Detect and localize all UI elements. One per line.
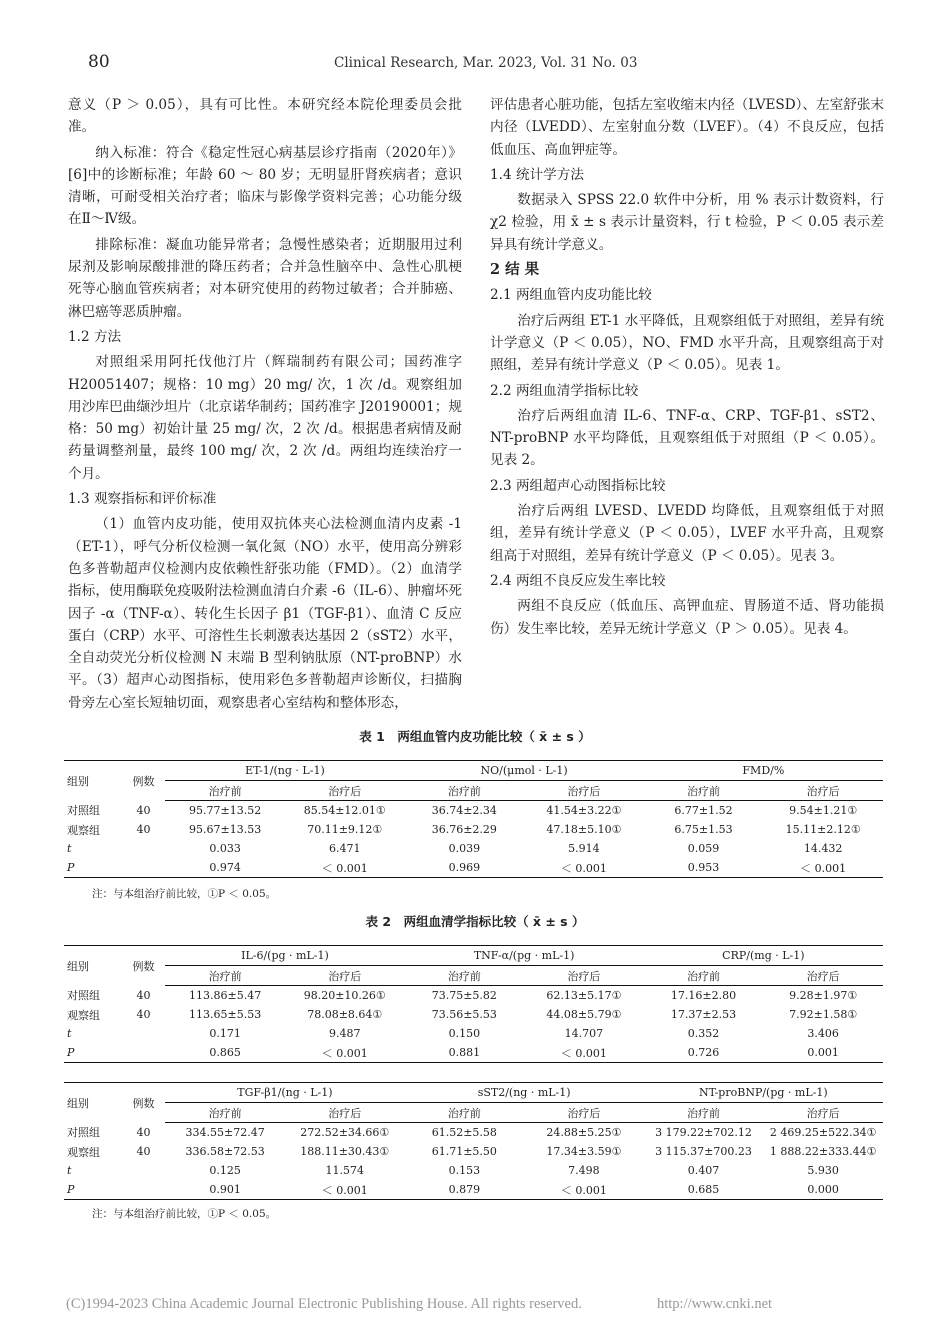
table-1 — [64, 760, 883, 878]
header-et1: ET-1/(ng · L-1) — [165, 761, 404, 781]
subheader-pre: 治疗前 — [165, 1103, 285, 1123]
table-cell: 0.953 — [644, 858, 764, 878]
subheader-pre: 治疗前 — [405, 966, 525, 986]
table-2-title: 表 2 两组血清学指标比较（ x̄ ± s ） — [365, 914, 585, 929]
col-n: 例数 — [122, 1083, 166, 1123]
table-cell: 15.11±2.12① — [785, 823, 861, 836]
table-cell: ＜ 0.001 — [524, 858, 644, 878]
section-heading: 2.4 两组不良反应发生率比较 — [490, 572, 666, 589]
row-label: 对照组 — [67, 1126, 100, 1140]
table-cell: 95.77±13.52 — [189, 804, 262, 817]
section-heading: 2.1 两组血管内皮功能比较 — [490, 287, 652, 304]
table-cell: ＜ 0.001 — [285, 858, 405, 878]
table-2b — [64, 1082, 883, 1200]
table-cell: 7.498 — [568, 1164, 600, 1177]
row-n — [122, 858, 166, 878]
subheader-post: 治疗后 — [763, 781, 883, 801]
table-cell: 95.67±13.53 — [189, 823, 262, 836]
row-n — [122, 1043, 166, 1063]
running-head: Clinical Research, Mar. 2023, Vol. 31 No. 03 — [334, 55, 638, 71]
row-label: 观察组 — [67, 1008, 100, 1022]
header-ntprobnp: NT-proBNP/(pg · mL-1) — [644, 1083, 883, 1103]
subheader-pre: 治疗前 — [405, 781, 525, 801]
row-n: 40 — [136, 823, 151, 836]
header-crp: CRP/(mg · L-1) — [644, 946, 883, 966]
paragraph: 治疗后两组 LVESD、LVEDD 均降低，且观察组低于对照组，差异有统计学意义（P ＜ 0.05），LVEF 水平升高，且观察组高于对照组，差异有统计学意义（P ＜ 0.05）。见表 3。 — [490, 503, 884, 564]
table-cell: 62.13±5.17① — [546, 989, 622, 1002]
subheader-pre: 治疗前 — [644, 781, 764, 801]
footer-url[interactable]: http://www.cnki.net — [657, 1296, 773, 1312]
table-cell: 0.881 — [405, 1043, 525, 1063]
table-cell: 78.08±8.64① — [307, 1008, 383, 1021]
right-column — [490, 94, 884, 640]
table-cell: 47.18±5.10① — [546, 823, 622, 836]
table-cell: 61.71±5.50 — [431, 1145, 497, 1158]
table-cell: 0.000 — [763, 1180, 883, 1200]
table-row — [64, 1142, 883, 1161]
table-cell: 5.914 — [568, 842, 600, 855]
subheader-post: 治疗后 — [524, 1103, 644, 1123]
table-cell: ＜ 0.001 — [524, 1043, 644, 1063]
row-n: 40 — [136, 803, 151, 817]
table-row — [64, 1005, 883, 1024]
table-cell: 0.685 — [644, 1180, 764, 1200]
table-cell: 73.56±5.53 — [431, 1008, 497, 1021]
table-cell: 14.432 — [803, 842, 843, 855]
row-label: 观察组 — [67, 823, 100, 837]
table-cell: 44.08±5.79① — [546, 1008, 622, 1021]
table-cell: 5.930 — [807, 1164, 839, 1177]
copyright-notice: (C)1994-2023 China Academic Journal Electronic Publishing House. All rights reserved. — [66, 1296, 582, 1312]
table-row — [64, 839, 883, 858]
table-cell: 0.171 — [209, 1027, 241, 1040]
table-cell: 70.11±9.12① — [307, 823, 383, 836]
table-cell: 17.37±2.53 — [670, 1008, 737, 1021]
subheader-pre: 治疗前 — [644, 1103, 764, 1123]
header-sst2: sST2/(ng · mL-1) — [405, 1083, 644, 1103]
table-cell: 1 888.22±333.44① — [769, 1145, 877, 1158]
table-cell: 9.28±1.97① — [789, 989, 858, 1002]
row-n: 40 — [136, 988, 151, 1002]
paragraph: 纳入标准：符合《稳定性冠心病基层诊疗指南（2020年）》[6]中的诊断标准；年龄 60 ～ 80 岁；无明显肝肾疾病者；意识清晰，可耐受相关治疗者；临床与影像学资料完善；心功能分级在Ⅱ～Ⅳ级。 — [68, 144, 462, 228]
table-2a — [64, 945, 883, 1063]
table-cell: 188.11±30.43① — [300, 1145, 390, 1158]
row-label: P — [64, 1180, 122, 1200]
page-number: 80 — [88, 52, 110, 72]
table-cell: ＜ 0.001 — [763, 858, 883, 878]
row-label: t — [67, 1164, 72, 1177]
subheader-pre: 治疗前 — [165, 966, 285, 986]
table-cell: 0.865 — [165, 1043, 285, 1063]
row-n: 40 — [136, 1008, 151, 1021]
table-cell: 9.54±1.21① — [789, 804, 858, 817]
table-cell: 0.407 — [687, 1164, 720, 1177]
header-no: NO/(μmol · L-1) — [405, 761, 644, 781]
table-2-note: 注：与本组治疗前比较，①P ＜ 0.05。 — [92, 1208, 277, 1220]
table-cell: 17.34±3.59① — [546, 1145, 622, 1158]
subheader-pre: 治疗前 — [644, 966, 764, 986]
row-n: 40 — [136, 1125, 151, 1139]
table-row — [64, 1161, 883, 1180]
table-cell: ＜ 0.001 — [285, 1180, 405, 1200]
subheader-post: 治疗后 — [285, 1103, 405, 1123]
table-cell: 0.726 — [644, 1043, 764, 1063]
col-n: 例数 — [122, 946, 166, 986]
table-cell: 36.76±2.29 — [431, 823, 497, 836]
paragraph: 治疗后两组 ET-1 水平降低，且观察组低于对照组，差异有统计学意义（P ＜ 0.05），NO、FMD 水平升高，且观察组高于对照组，差异有统计学意义（P ＜ 0.05）。见表 1。 — [490, 312, 884, 374]
subheader-post: 治疗后 — [763, 966, 883, 986]
table-cell: 41.54±3.22① — [546, 804, 622, 817]
subheader-post: 治疗后 — [524, 781, 644, 801]
table-row — [64, 1043, 883, 1063]
paragraph: 排除标准：凝血功能异常者；急慢性感染者；近期服用过利尿剂及影响尿酸排泄的降压药者；合并急性脑卒中、急性心肌梗死等心脑血管疾病者；对本研究使用的药物过敏者；合并肺癌、淋巴癌等恶质肿瘤。 — [68, 236, 462, 320]
table-cell: 24.88±5.25① — [546, 1126, 622, 1139]
col-group: 组别 — [64, 946, 122, 986]
table-row — [64, 1024, 883, 1043]
table-cell: 334.55±72.47 — [185, 1126, 265, 1139]
paragraph: 治疗后两组血清 IL-6、TNF-α、CRP、TGF-β1、sST2、NT-proBNP 水平均降低，且观察组低于对照组（P ＜ 0.05）。见表 2。 — [490, 407, 884, 469]
table-cell: 272.52±34.66① — [300, 1126, 390, 1139]
paragraph: 意义（P ＞ 0.05），具有可比性。本研究经本院伦理委员会批准。 — [68, 97, 462, 136]
subheader-post: 治疗后 — [763, 1103, 883, 1123]
table-cell: 7.92±1.58① — [789, 1008, 858, 1021]
table-cell: 336.58±72.53 — [185, 1145, 265, 1158]
table-cell: 0.153 — [448, 1164, 481, 1177]
col-group: 组别 — [64, 1083, 122, 1123]
table-cell: 2 469.25±522.34① — [769, 1126, 877, 1139]
table-cell: 98.20±10.26① — [303, 989, 386, 1002]
paragraph: 对照组采用阿托伐他汀片（辉瑞制药有限公司；国药准字 H20051407；规格：10 mg）20 mg/ 次，1 次 /d。观察组加用沙库巴曲缬沙坦片（北京诺华制药；国药准字 J20190001；规格：50 mg）初始计量 25 mg/ 次，2 次 /d。根据患者病情及耐药量调整剂量，最终 100 mg/ 次，2 次 /d。两组均连续治疗一个月。 — [68, 354, 462, 482]
table-cell: 17.16±2.80 — [670, 989, 737, 1002]
header-tnf: TNF-α/(pg · mL-1) — [405, 946, 644, 966]
table-cell: 0.879 — [405, 1180, 525, 1200]
table-cell: 0.901 — [165, 1180, 285, 1200]
table-cell: 0.059 — [687, 842, 720, 855]
table-cell: 0.974 — [165, 858, 285, 878]
table-cell: 3.406 — [807, 1027, 839, 1040]
paragraph: 评估患者心脏功能，包括左室收缩末内径（LVESD）、左室舒张末内径（LVEDD）、左室射血分数（LVEF）。（4）不良反应，包括低血压、高血钾症等。 — [490, 97, 885, 158]
table-row — [64, 858, 883, 878]
table-cell: 36.74±2.34 — [431, 804, 497, 817]
row-n — [122, 1180, 166, 1200]
table-row — [64, 820, 883, 839]
table-row — [64, 986, 883, 1006]
subheader-post: 治疗后 — [524, 966, 644, 986]
paragraph: 数据录入 SPSS 22.0 软件中分析，用 % 表示计数资料，行 χ2 检验，用 x̄ ± s 表示计量资料，行 t 检验，P ＜ 0.05 表示差异具有统计学意义。 — [490, 192, 884, 253]
col-n: 例数 — [122, 761, 166, 801]
section-heading: 1.2 方法 — [68, 328, 122, 345]
section-heading: 1.3 观察指标和评价标准 — [68, 491, 217, 508]
paragraph: 两组不良反应（低血压、高钾血症、胃肠道不适、肾功能损伤）发生率比较，差异无统计学意义（P ＞ 0.05）。见表 4。 — [490, 598, 884, 637]
row-label: 对照组 — [67, 989, 100, 1003]
row-n — [122, 1161, 166, 1180]
table-1-title: 表 1 两组血管内皮功能比较（ x̄ ± s ） — [359, 729, 591, 744]
table-cell: 113.86±5.47 — [189, 989, 262, 1002]
subheader-pre: 治疗前 — [405, 1103, 525, 1123]
table-cell: 0.039 — [448, 842, 481, 855]
header-fmd: FMD/% — [644, 761, 883, 781]
table-cell: 9.487 — [328, 1027, 361, 1040]
row-label: P — [64, 1043, 122, 1063]
row-n — [122, 839, 166, 858]
section-heading: 1.4 统计学方法 — [490, 166, 584, 183]
row-n — [122, 1024, 166, 1043]
table-cell: 6.77±1.52 — [674, 804, 733, 817]
paragraph: （1）血管内皮功能，使用双抗体夹心法检测血清内皮素 -1（ET-1），呼气分析仪检测一氧化氮（NO）水平，使用高分辨彩色多普勒超声仪检测内皮依赖性舒张功能（FMD）。（2）血清学指标，使用酶联免疫吸附法检测血清白介素 -6（IL-6）、肿瘤坏死因子 -α（TNF-α）、转化生长因子 β1（TGF-β1）、血清 C 反应蛋白（CRP）水平、可溶性生长刺激表达基因 2（sST2）水平，全自动荧光分析仪检测 N 末端 B 型利钠肽原（NT-proBNP）水平。（3）超声心动图指标，使用彩色多普勒超声诊断仪，扫描胸骨旁左心室长短轴切面，观察患者心室结构和整体形态， — [68, 516, 462, 711]
table-cell: 61.52±5.58 — [431, 1126, 497, 1139]
table-cell: ＜ 0.001 — [524, 1180, 644, 1200]
row-n: 40 — [136, 1145, 151, 1158]
subheader-pre: 治疗前 — [165, 781, 285, 801]
row-label: t — [67, 842, 72, 855]
table-cell: 14.707 — [564, 1027, 604, 1040]
table-row — [64, 801, 883, 821]
table-cell: 0.352 — [687, 1027, 720, 1040]
left-column — [68, 94, 462, 714]
table-cell: 6.75±1.53 — [674, 823, 733, 836]
table-cell: 11.574 — [325, 1164, 364, 1177]
subheader-post: 治疗后 — [285, 966, 405, 986]
table-cell: 6.471 — [328, 842, 361, 855]
table-cell: ＜ 0.001 — [285, 1043, 405, 1063]
subheader-post: 治疗后 — [285, 781, 405, 801]
table-1-note: 注：与本组治疗前比较，①P ＜ 0.05。 — [92, 888, 277, 900]
header-tgf: TGF-β1/(ng · L-1) — [165, 1083, 404, 1103]
table-cell: 0.969 — [405, 858, 525, 878]
table-cell: 3 179.22±702.12 — [655, 1126, 752, 1139]
table-cell: 0.001 — [763, 1043, 883, 1063]
row-label: t — [67, 1027, 72, 1040]
section-heading: 2.2 两组血清学指标比较 — [490, 382, 639, 399]
section-heading: 2.3 两组超声心动图指标比较 — [490, 477, 666, 494]
table-cell: 85.54±12.01① — [303, 804, 386, 817]
table-cell: 113.65±5.53 — [189, 1008, 262, 1021]
table-cell: 0.150 — [448, 1027, 481, 1040]
row-label: 对照组 — [67, 804, 100, 818]
table-cell: 3 115.37±700.23 — [655, 1145, 752, 1158]
row-label: 观察组 — [67, 1145, 100, 1159]
row-label: P — [64, 858, 122, 878]
table-row — [64, 1123, 883, 1143]
col-group: 组别 — [64, 761, 122, 801]
table-cell: 73.75±5.82 — [431, 989, 497, 1002]
table-row — [64, 1180, 883, 1200]
section-heading: 2 结 果 — [490, 261, 540, 279]
header-il6: IL-6/(pg · mL-1) — [165, 946, 404, 966]
table-cell: 0.125 — [209, 1164, 241, 1177]
table-cell: 0.033 — [209, 842, 241, 855]
